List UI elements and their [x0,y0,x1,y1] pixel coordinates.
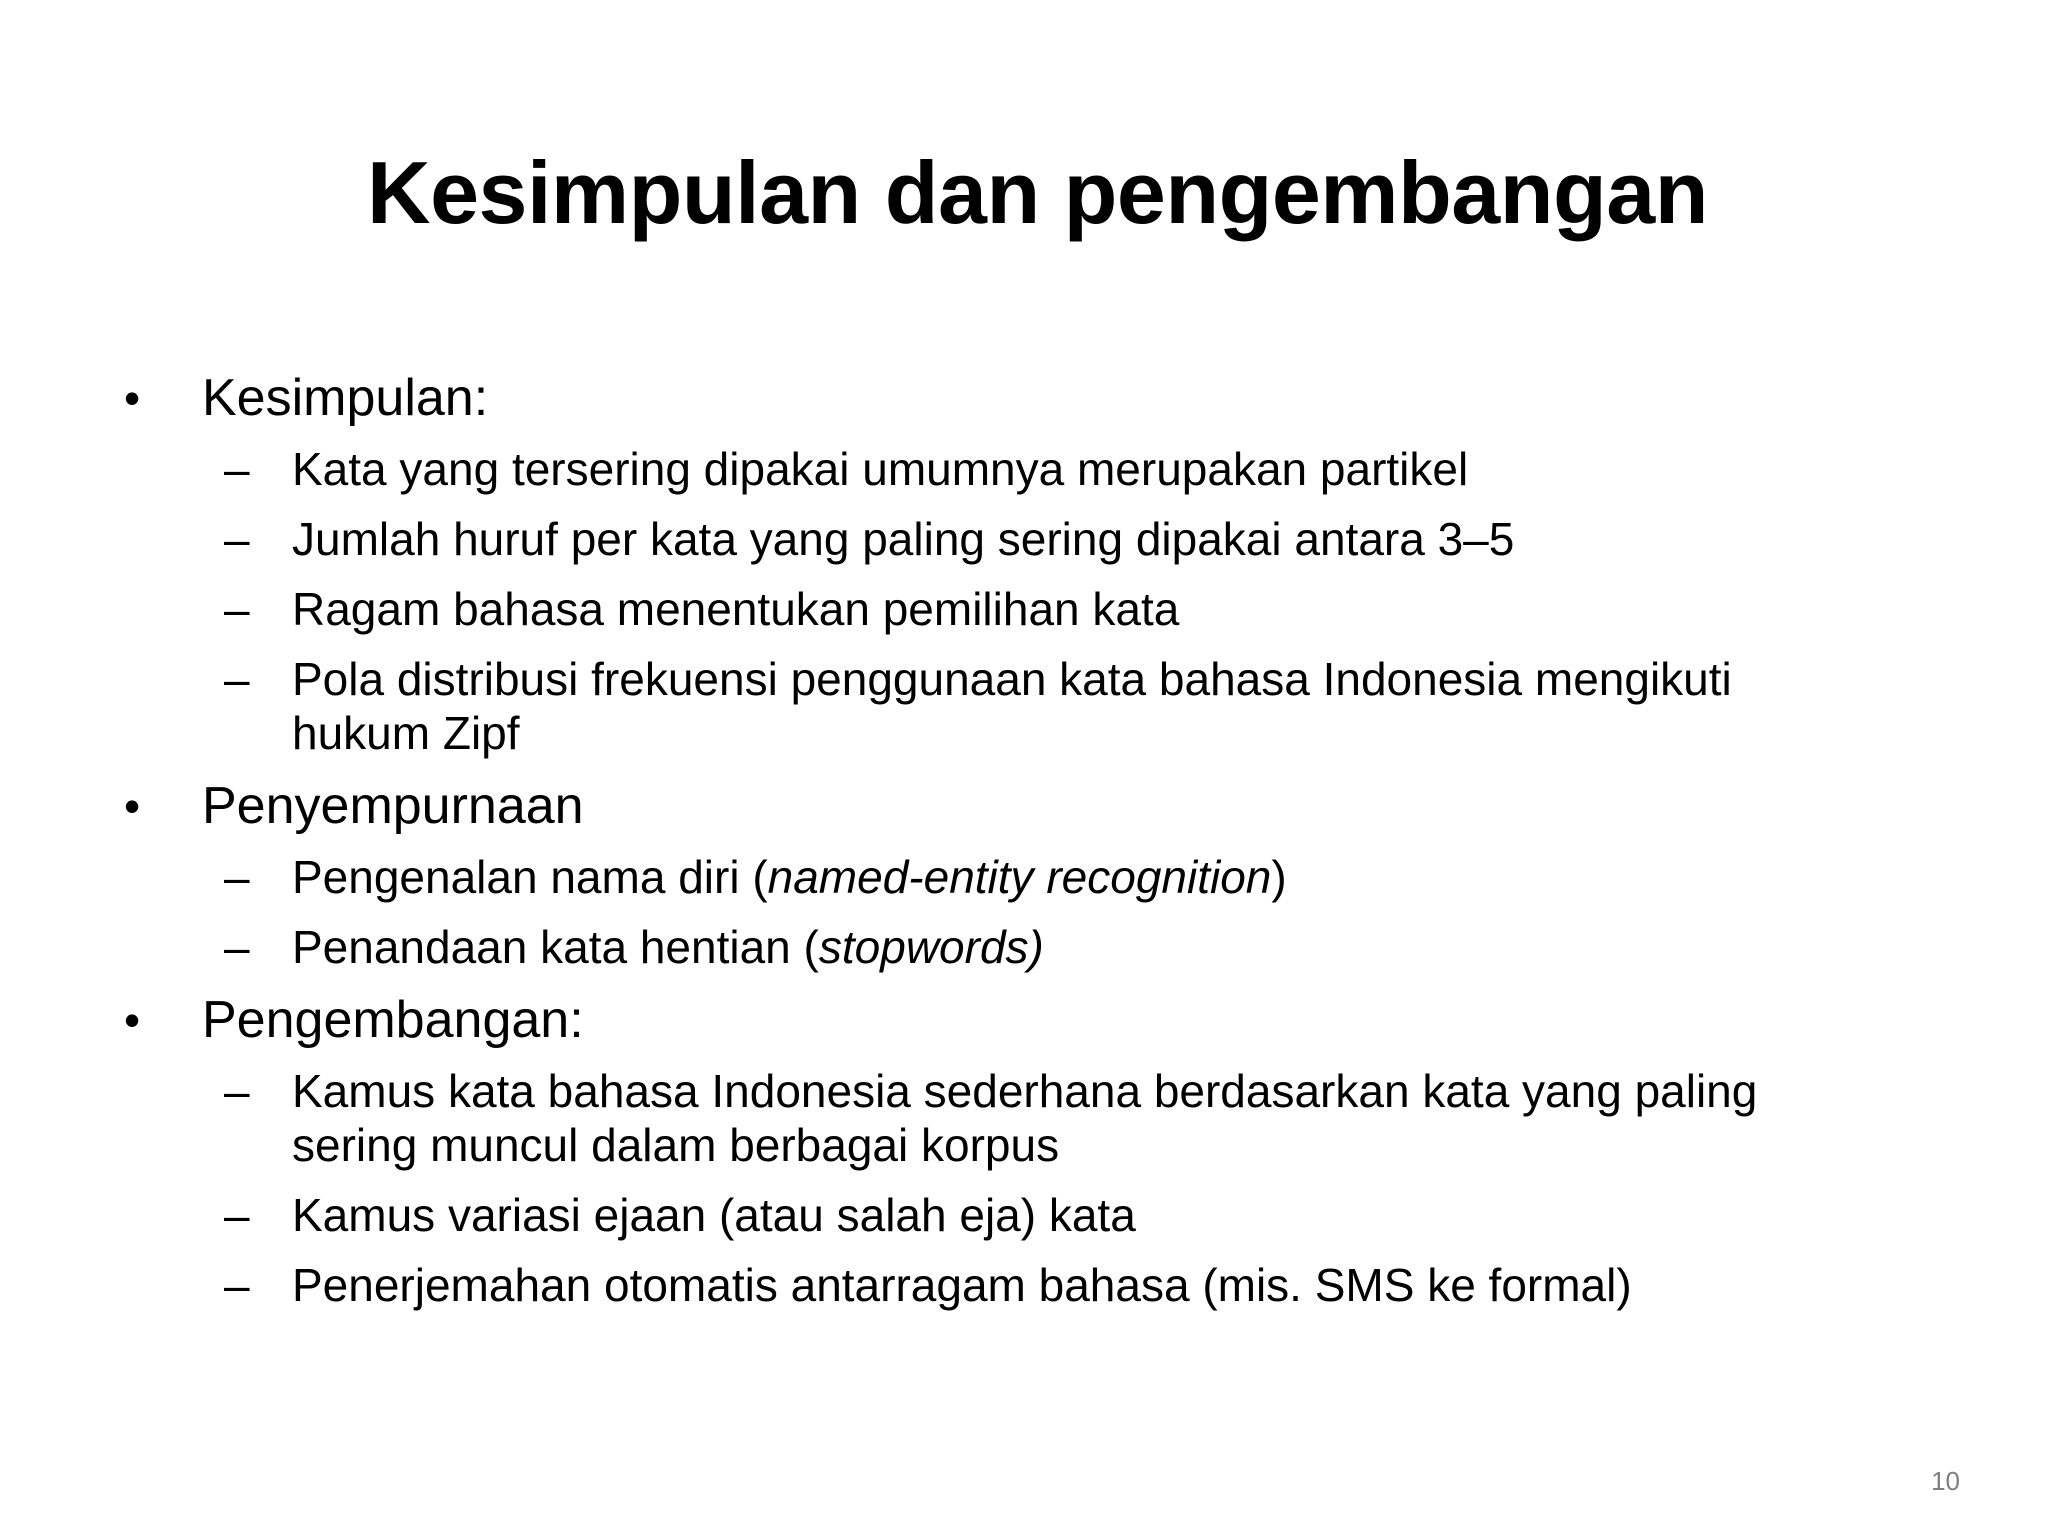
list-item-continuation: hukum Zipf [292,707,520,759]
dash-icon: – [224,583,250,635]
list-item-suffix: ) [1271,851,1287,903]
bullet-icon: • [124,994,141,1046]
list-item [292,850,1287,904]
list-item: Ragam bahasa menentukan pemilihan kata [292,583,1180,635]
section-heading-penyempurnaan: Penyempurnaan [202,777,584,835]
dash-icon: – [224,513,250,565]
page-number: 10 [1931,1466,1960,1496]
bullet-icon: • [124,372,141,424]
list-item-prefix: Penandaan kata hentian ( [292,921,819,973]
section-heading-pengembangan: Pengembangan: [202,991,584,1049]
list-item: Kata yang tersering dipakai umumnya merupakan partikel [292,443,1469,495]
dash-icon: – [224,1065,250,1117]
dash-icon: – [224,443,250,495]
dash-icon: – [224,1259,250,1311]
bullet-icon: • [124,780,141,832]
dash-icon: – [224,1189,250,1241]
list-item: Kamus variasi ejaan (atau salah eja) kata [292,1189,1136,1241]
slide-title: Kesimpulan dan pengembangan [367,143,1708,242]
list-item-italic: named-entity recognition [767,851,1272,903]
dash-icon: – [224,653,250,705]
section-heading-kesimpulan: Kesimpulan: [202,369,489,427]
list-item-prefix: Pengenalan nama diri ( [292,851,768,903]
list-item: Penerjemahan otomatis antarragam bahasa (mis. SMS ke formal) [292,1259,1632,1311]
list-item-continuation: sering muncul dalam berbagai korpus [292,1119,1060,1171]
list-item-italic: stopwords) [818,921,1044,973]
dash-icon: – [224,921,250,973]
list-item: Pola distribusi frekuensi penggunaan kata bahasa Indonesia mengikuti [292,653,1732,705]
dash-icon: – [224,851,250,903]
list-item: Jumlah huruf per kata yang paling sering dipakai antara 3–5 [292,513,1515,565]
list-item: Kamus kata bahasa Indonesia sederhana berdasarkan kata yang paling [292,1065,1758,1117]
list-item [292,920,1044,974]
